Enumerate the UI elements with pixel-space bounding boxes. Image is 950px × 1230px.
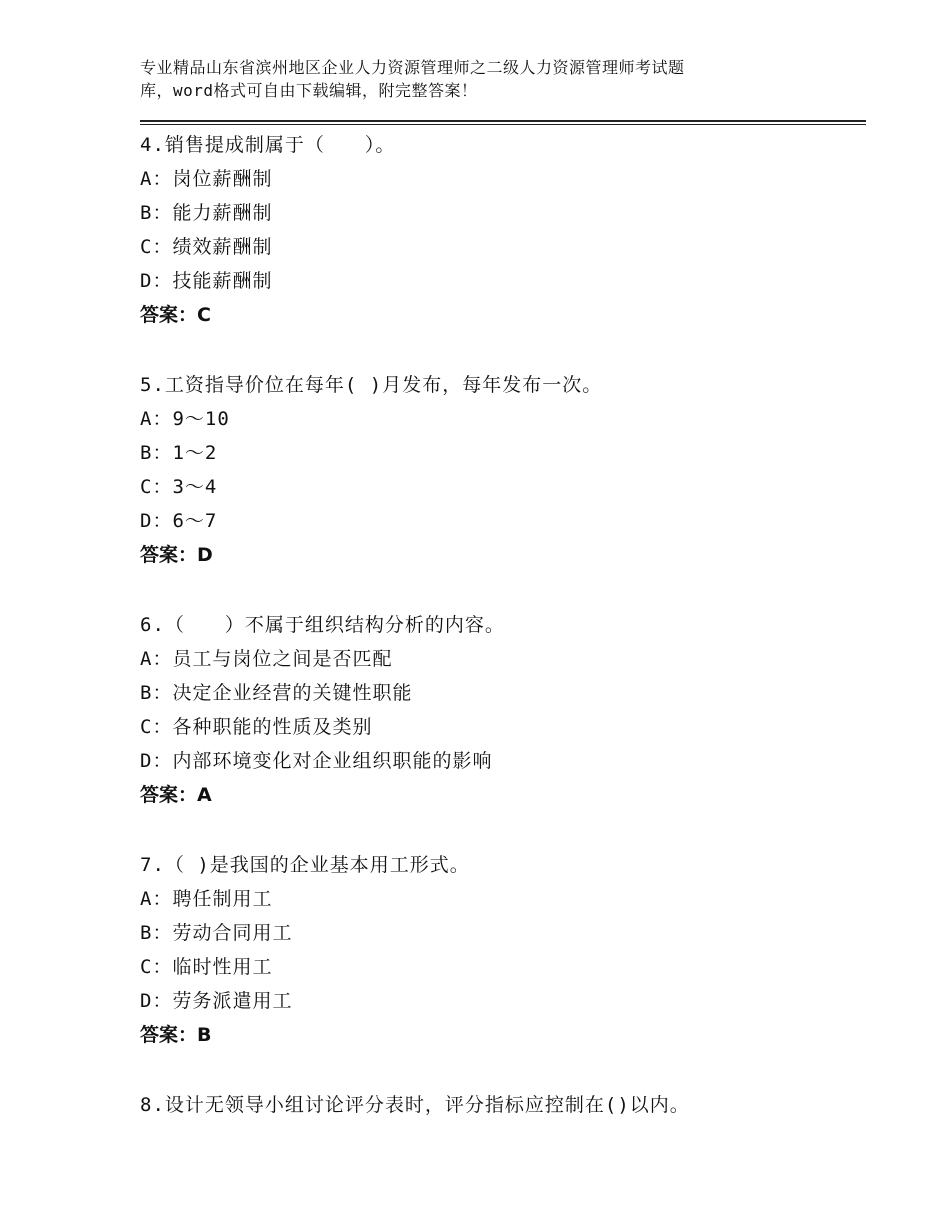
option-a: A：聘任制用工	[140, 888, 273, 910]
question-text: 8.设计无领导小组讨论评分表时，评分指标应控制在()以内。	[140, 1094, 690, 1116]
question-5	[140, 368, 866, 572]
question-6	[140, 608, 866, 812]
question-text: 4.销售提成制属于（ ）。	[140, 134, 396, 156]
question-4	[140, 128, 866, 332]
option-d: D：技能薪酬制	[140, 270, 273, 292]
question-text: 5.工资指导价位在每年( )月发布，每年发布一次。	[140, 374, 603, 396]
option-b: B：决定企业经营的关键性职能	[140, 682, 413, 704]
option-b: B：能力薪酬制	[140, 202, 273, 224]
option-b: B：劳动合同用工	[140, 922, 293, 944]
question-8	[140, 1088, 866, 1122]
question-text: 7.（ )是我国的企业基本用工形式。	[140, 854, 470, 876]
question-list	[140, 128, 866, 1122]
header-divider	[140, 120, 866, 125]
option-d: D：内部环境变化对企业组织职能的影响	[140, 750, 493, 772]
option-a: A：9～10	[140, 408, 230, 430]
header-title-line-1: 专业精品山东省滨州地区企业人力资源管理师之二级人力资源管理师考试题	[140, 58, 685, 77]
answer-label: 答案：C	[140, 304, 211, 326]
answer-label: 答案：A	[140, 784, 212, 806]
answer-label: 答案：D	[140, 544, 213, 566]
option-d: D：6～7	[140, 510, 218, 532]
header-title-line-2: 库，word格式可自由下载编辑，附完整答案！	[140, 81, 478, 100]
option-b: B：1～2	[140, 442, 218, 464]
document-header	[140, 56, 780, 102]
answer-label: 答案：B	[140, 1024, 212, 1046]
option-d: D：劳务派遣用工	[140, 990, 293, 1012]
option-a: A：岗位薪酬制	[140, 168, 273, 190]
option-c: C：临时性用工	[140, 956, 273, 978]
option-c: C：3～4	[140, 476, 218, 498]
option-a: A：员工与岗位之间是否匹配	[140, 648, 393, 670]
option-c: C：各种职能的性质及类别	[140, 716, 373, 738]
option-c: C：绩效薪酬制	[140, 236, 273, 258]
question-7	[140, 848, 866, 1052]
question-text: 6.（ ）不属于组织结构分析的内容。	[140, 614, 505, 636]
